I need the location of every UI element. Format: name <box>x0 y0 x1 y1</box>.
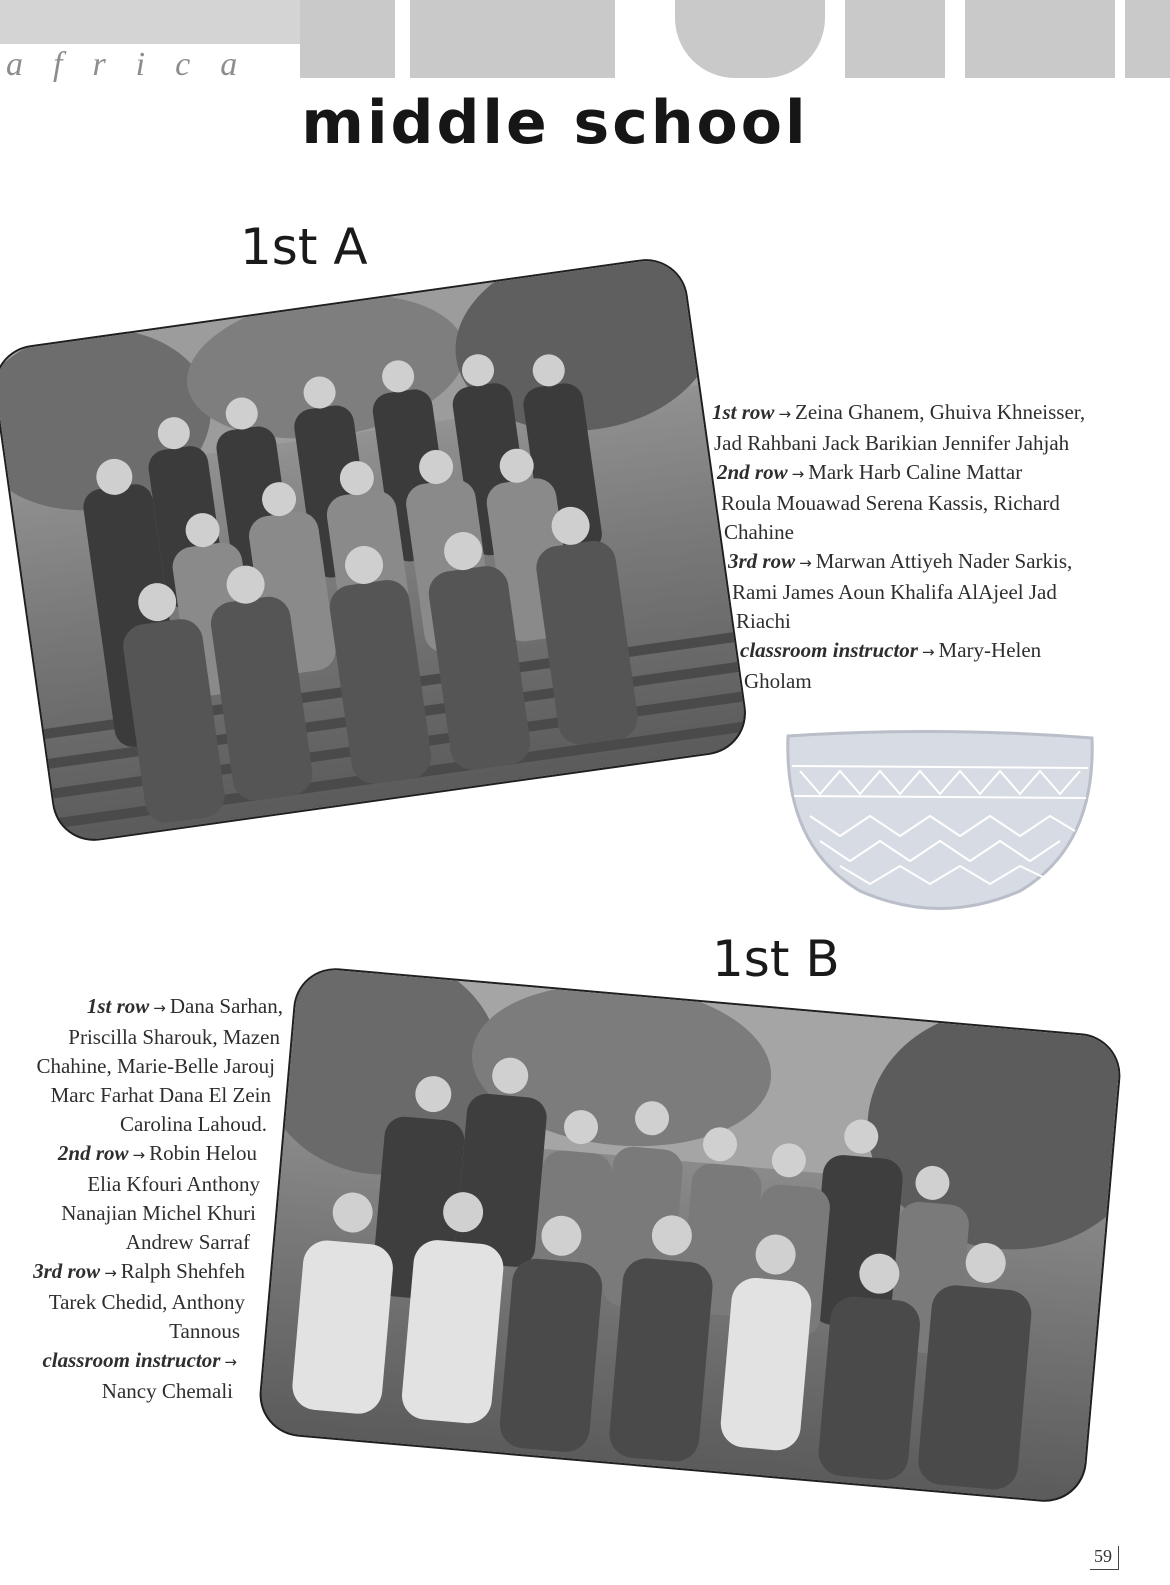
page-title: middle school <box>301 88 809 158</box>
caption-line: Elia Kfouri Anthony <box>87 1172 260 1196</box>
row-label: 2nd row <box>57 1141 129 1165</box>
caption-line: Jad Rahbani Jack Barikian Jennifer Jahjah <box>714 431 1070 455</box>
banner-letter-block <box>300 0 395 78</box>
row-label: 3rd row <box>728 549 796 573</box>
banner-letter-block <box>965 0 1115 78</box>
basket-illustration <box>780 726 1100 916</box>
caption-line: Chahine <box>724 520 794 544</box>
class-photo-1st-a <box>0 254 751 847</box>
class-heading-1st-b: 1st B <box>712 930 840 988</box>
names-text: Robin Helou <box>149 1141 257 1165</box>
row-label: classroom instructor <box>740 638 918 662</box>
banner-letter-block <box>845 0 945 78</box>
names-text: Dana Sarhan, <box>169 994 283 1018</box>
caption-line: Nancy Chemali <box>101 1379 233 1403</box>
caption-1st-a <box>712 398 1085 696</box>
caption-line <box>0 1139 283 1170</box>
caption-line: Nanajian Michel Khuri <box>61 1201 256 1225</box>
caption-1st-b <box>0 992 283 1406</box>
row-label: 3rd row <box>33 1259 101 1283</box>
caption-line: Chahine, Marie-Belle Jarouj <box>36 1054 275 1078</box>
row-label: 1st row <box>712 400 775 424</box>
top-banner <box>0 0 1170 83</box>
caption-line <box>0 1346 283 1377</box>
banner-letter-block <box>1125 0 1170 78</box>
caption-line <box>0 1257 283 1288</box>
photo-scene-1st-b <box>258 967 1121 1503</box>
class-heading-1st-a: 1st A <box>240 218 368 276</box>
arrow-icon: → <box>153 999 166 1017</box>
caption-line: Tarek Chedid, Anthony <box>48 1290 245 1314</box>
caption-line: Andrew Sarraf <box>125 1230 250 1254</box>
caption-line: Roula Mouawad Serena Kassis, Richard <box>721 491 1060 515</box>
banner-word: africa <box>6 46 268 83</box>
caption-line <box>0 992 283 1023</box>
caption-line: Rami James Aoun Khalifa AlAjeel Jad <box>732 580 1057 604</box>
banner-strip <box>0 0 300 44</box>
caption-line <box>712 398 1085 429</box>
arrow-icon: → <box>778 405 792 423</box>
caption-line: Tannous <box>169 1319 240 1343</box>
arrow-icon: → <box>224 1353 237 1371</box>
caption-line <box>712 547 1085 578</box>
caption-line: Gholam <box>744 669 812 693</box>
caption-line <box>712 458 1085 489</box>
arrow-icon: → <box>132 1146 146 1164</box>
caption-line <box>712 636 1085 667</box>
row-label: classroom instructor <box>42 1348 221 1372</box>
names-text: Ralph Shehfeh <box>120 1259 245 1283</box>
names-text: Zeina Ghanem, Ghuiva Khneisser, <box>795 400 1086 424</box>
caption-line: Marc Farhat Dana El Zein <box>50 1083 271 1107</box>
caption-line: Priscilla Sharouk, Mazen <box>68 1025 280 1049</box>
caption-line: Riachi <box>736 609 791 633</box>
names-text: Marwan Attiyeh Nader Sarkis, <box>815 549 1073 573</box>
names-text: Mark Harb Caline Mattar <box>808 460 1023 484</box>
page-number: 59 <box>1090 1546 1119 1570</box>
row-label: 2nd row <box>717 460 788 484</box>
names-text: Mary-Helen <box>938 638 1042 662</box>
arrow-icon: → <box>921 643 935 661</box>
arrow-icon: → <box>799 554 812 572</box>
class-photo-1st-b <box>256 965 1124 1506</box>
banner-letter-block <box>410 0 615 78</box>
row-label: 1st row <box>86 994 150 1018</box>
caption-line: Carolina Lahoud. <box>120 1112 267 1136</box>
banner-letter-block <box>675 0 825 78</box>
arrow-icon: → <box>791 465 805 483</box>
photo-scene-1st-a <box>0 256 749 844</box>
arrow-icon: → <box>104 1264 117 1282</box>
